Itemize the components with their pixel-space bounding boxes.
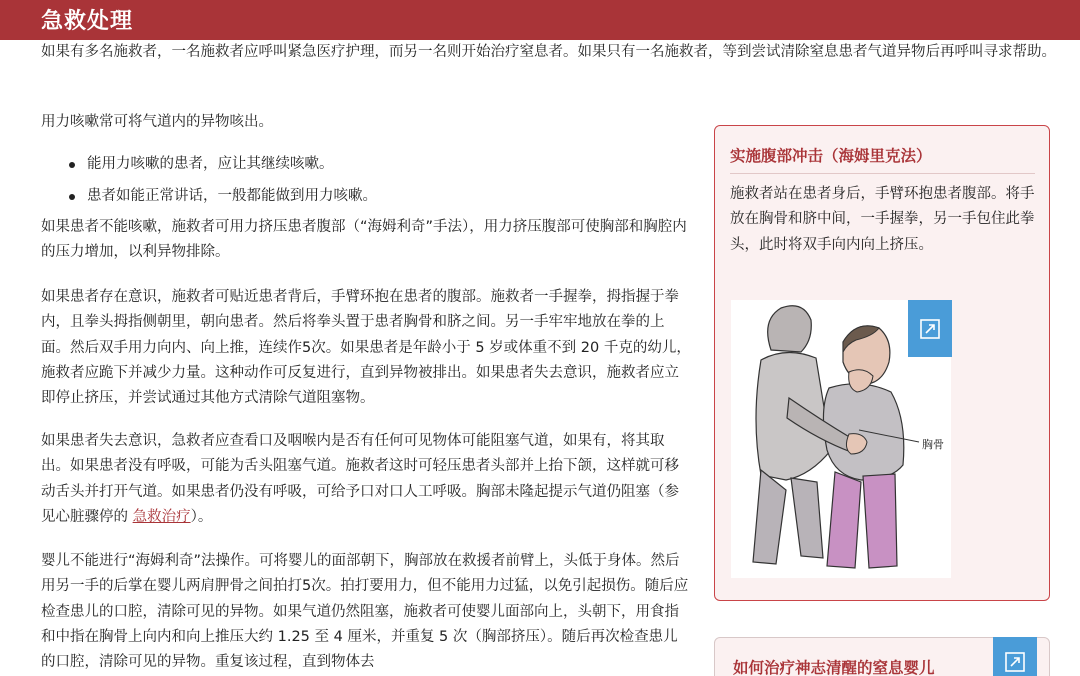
expand-image-button[interactable] <box>993 637 1037 676</box>
cough-bullet-list <box>69 152 689 216</box>
emergency-treatment-link[interactable]: 急救治疗 <box>132 508 191 525</box>
heimlich-sidebox <box>714 125 1050 601</box>
conscious-paragraph: 如果患者存在意识，施救者可贴近患者背后，手臂环抱在患者的腹部。施救者一手握拳，拇指握于拳内，且拳头拇指侧朝里，朝向患者。然后将拳头置于患者胸骨和脐之间。另一手牢牢地放在拳的上面。然后双手用力向内、向上推，连续作5次。如果患者是年龄小于 5 岁或体重不到 20 千克的幼儿，施救者应跪下并减少力量。这种动作可反复进行，直到异物被排出。如果患者失去意识，施救者应立即停止挤压，并尝试通过其他方式清除气道阻塞物。 <box>41 289 691 407</box>
intro-paragraph: 如果有多名施救者，一名施救者应呼叫紧急医疗护理，而另一名则开始治疗窒息者。如果只有一名施救者，等到尝试清除窒息患者气道异物后再呼叫寻求帮助。 <box>41 44 1056 60</box>
list-item-text: 患者如能正常讲话，一般都能做到用力咳嗽。 <box>87 188 377 204</box>
infant-paragraph: 婴儿不能进行“海姆利奇”法操作。可将婴儿的面部朝下，胸部放在救援者前臂上，头低于身体。然后用另一手的后掌在婴儿两肩胛骨之间拍打5次。拍打要用力，但不能用力过猛，以免引起损伤。随后应检查患儿的口腔，清除可见的异物。如果气道仍然阻塞，施救者可使婴儿面部向上，头朝下，用食指和中指在胸骨上向内和向上推压大约 1.25 至 4 厘米，并重复 5 次（胸部挤压）。随后再次检查患儿的口腔，清除可见的异物。重复该过程，直到物体去 <box>41 553 689 671</box>
expand-image-button[interactable] <box>908 300 952 357</box>
unconscious-text-after: ）。 <box>190 508 213 525</box>
infant-sidebox <box>714 637 1050 676</box>
list-item <box>69 184 689 209</box>
bullet-icon <box>69 194 75 200</box>
unconscious-paragraph <box>41 429 691 530</box>
sidebox-divider <box>730 173 1035 174</box>
sidebox-title: 实施腹部冲击（海姆里克法） <box>730 147 932 165</box>
expand-icon <box>1003 650 1027 674</box>
list-item <box>69 152 689 177</box>
cough-paragraph: 用力咳嗽常可将气道内的异物咳出。 <box>41 114 273 130</box>
sidebox-text: 施救者站在患者身后，手臂环抱患者腹部。将手放在胸骨和脐中间，一手握拳，另一手包住此拳头，此时将双手向内向上挤压。 <box>730 186 1035 253</box>
expand-icon <box>918 317 942 341</box>
sternum-label: 胸骨 <box>922 438 944 451</box>
heimlich-illustration[interactable] <box>731 300 951 578</box>
sidebox2-title: 如何治疗神志清醒的窒息婴儿 <box>733 659 935 676</box>
section-title: 急救处理 <box>41 9 134 34</box>
list-item-text: 能用力咳嗽的患者，应让其继续咳嗽。 <box>87 156 334 172</box>
bullet-icon <box>69 162 75 168</box>
heimlich-paragraph: 如果患者不能咳嗽，施救者可用力挤压患者腹部（“海姆利奇”手法），用力挤压腹部可使胸部和胸腔内的压力增加，以利异物排除。 <box>41 219 687 261</box>
unconscious-text-before: 如果患者失去意识，急救者应查看口及咽喉内是否有任何可见物体可能阻塞气道，如果有，将其取出。如果患者没有呼吸，可能为舌头阻塞气道。施救者这时可轻压患者头部并上抬下颌，这样就可移动舌头并打开气道。如果患者仍没有呼吸，可给予口对口人工呼吸。胸部未隆起提示气道仍阻塞（参见心脏骤停的 <box>41 433 679 525</box>
section-header <box>0 0 1080 40</box>
